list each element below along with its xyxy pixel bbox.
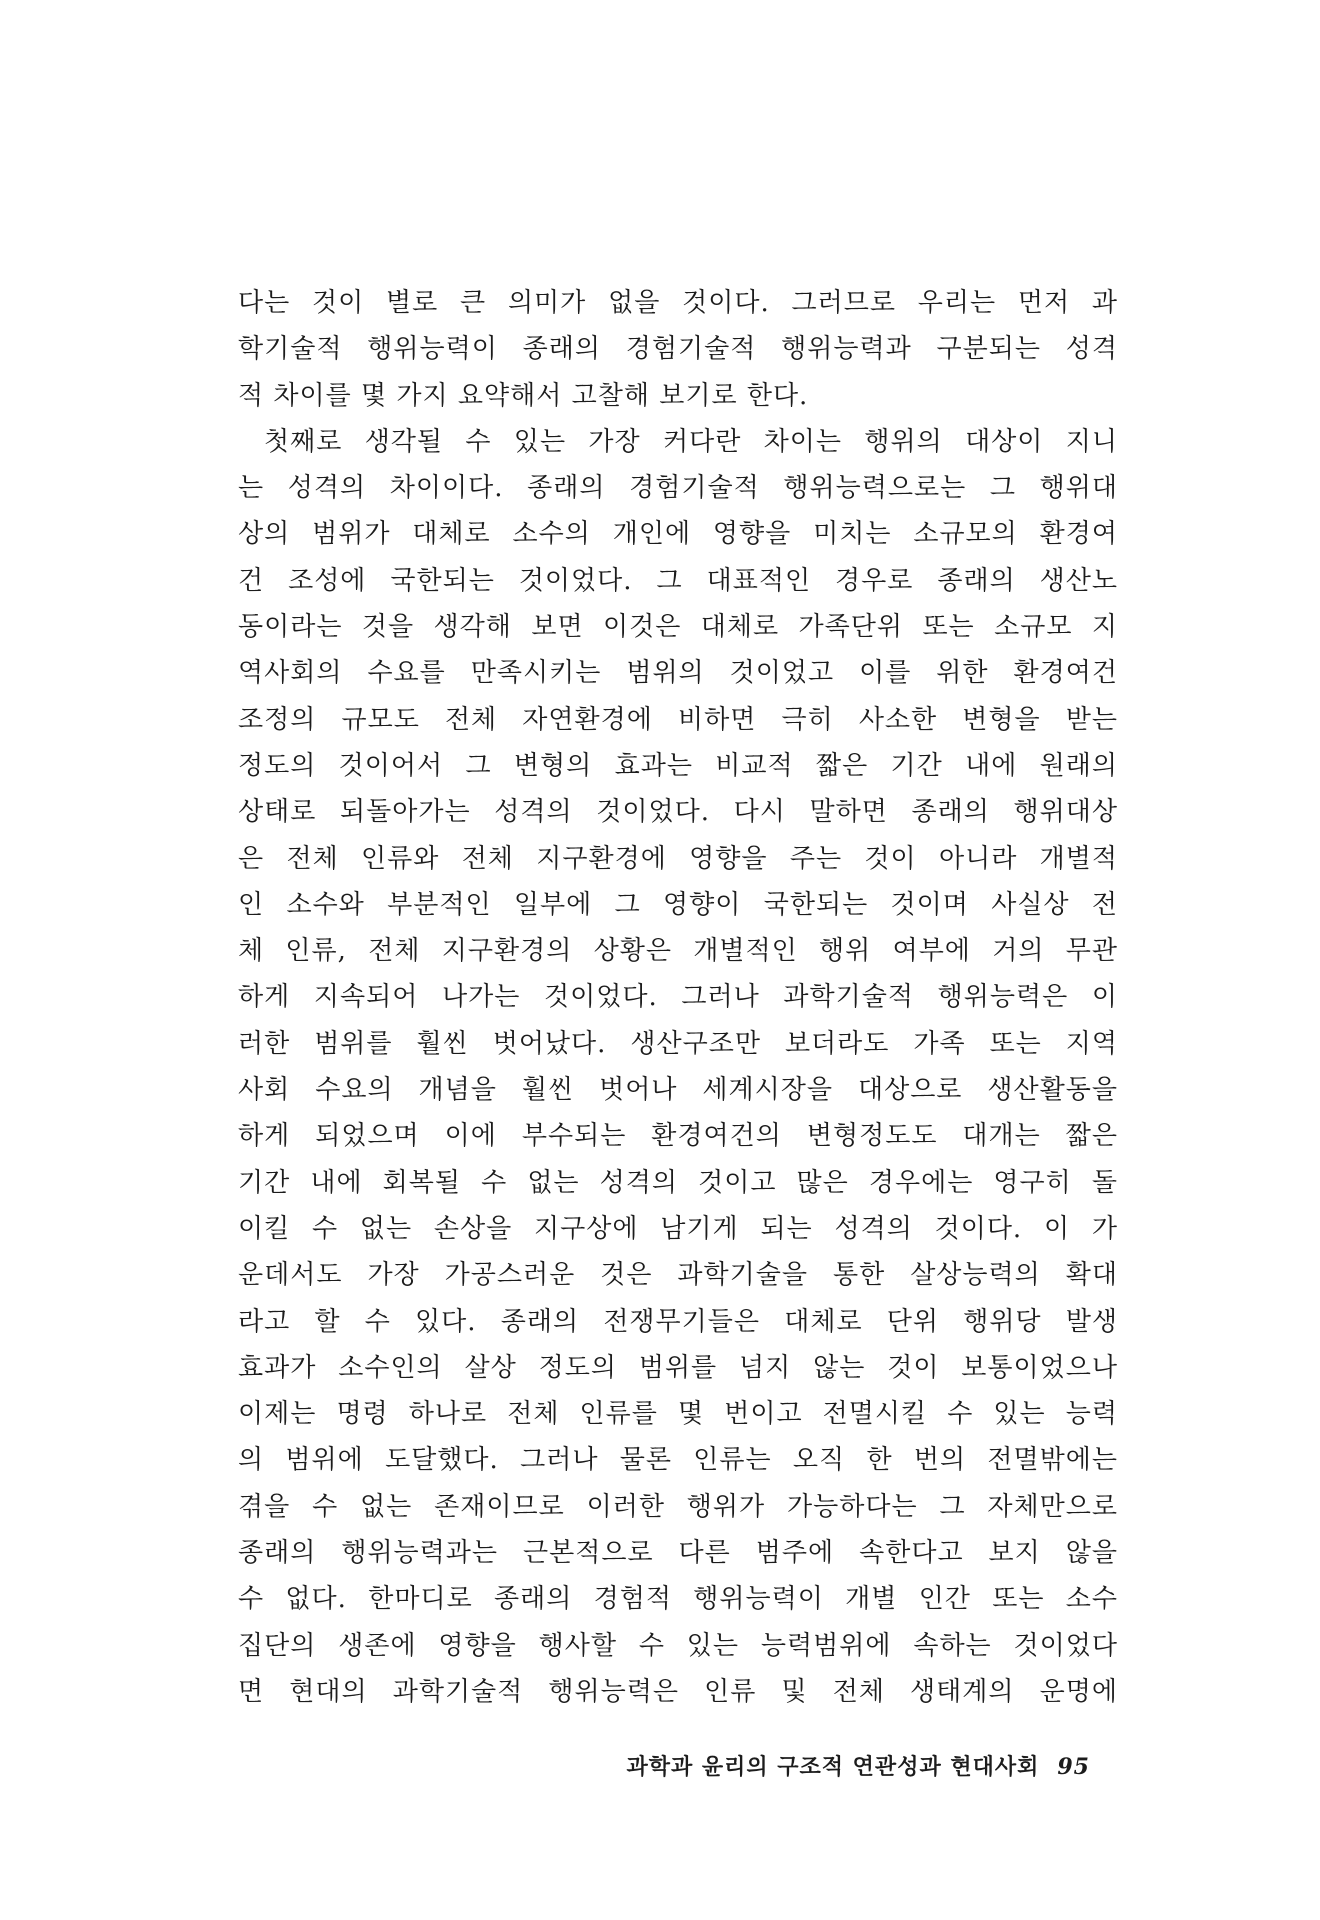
text-line: 하게 지속되어 나가는 것이었다. 그러나 과학기술적 행위능력은 이 <box>238 982 1118 1013</box>
text-line: 의 범위에 도달했다. 그러나 물론 인류는 오직 한 번의 전멸밖에는 <box>238 1445 1118 1476</box>
text-line: 러한 범위를 훨씬 벗어났다. 생산구조만 보더라도 가족 또는 지역 <box>238 1028 1118 1059</box>
text-line: 상의 범위가 대체로 소수의 개인에 영향을 미치는 소규모의 환경여 <box>238 519 1118 550</box>
text-line: 상태로 되돌아가는 성격의 것이었다. 다시 말하면 종래의 행위대상 <box>238 797 1118 828</box>
text-line: 학기술적 행위능력이 종래의 경험기술적 행위능력과 구분되는 성격 <box>238 334 1118 365</box>
text-line: 종래의 행위능력과는 근본적으로 다른 범주에 속한다고 보지 않을 <box>238 1538 1118 1569</box>
text-line: 수 없다. 한마디로 종래의 경험적 행위능력이 개별 인간 또는 소수 <box>238 1584 1118 1615</box>
text-line: 겪을 수 없는 존재이므로 이러한 행위가 가능하다는 그 자체만으로 <box>238 1491 1118 1522</box>
text-line: 하게 되었으며 이에 부수되는 환경여건의 변형정도도 대개는 짧은 <box>238 1121 1118 1152</box>
text-line: 이킬 수 없는 손상을 지구상에 남기게 되는 성격의 것이다. 이 가 <box>238 1213 1118 1244</box>
text-line: 건 조성에 국한되는 것이었다. 그 대표적인 경우로 종래의 생산노 <box>238 565 1118 596</box>
body-text <box>238 280 1118 1715</box>
running-title: 과학과 윤리의 구조적 연관성과 현대사회 <box>626 1754 1040 1780</box>
text-line: 조정의 규모도 전체 자연환경에 비하면 극히 사소한 변형을 받는 <box>238 704 1118 735</box>
paragraph-1 <box>238 280 1118 419</box>
paragraph-2 <box>238 419 1118 1715</box>
text-line: 이제는 명령 하나로 전체 인류를 몇 번이고 전멸시킬 수 있는 능력 <box>238 1399 1118 1430</box>
text-line: 동이라는 것을 생각해 보면 이것은 대체로 가족단위 또는 소규모 지 <box>238 612 1118 643</box>
text-line: 면 현대의 과학기술적 행위능력은 인류 및 전체 생태계의 운명에 <box>238 1676 1118 1707</box>
text-line: 다는 것이 별로 큰 의미가 없을 것이다. 그러므로 우리는 먼저 과 <box>238 288 1118 318</box>
text-line: 적 차이를 몇 가지 요약해서 고찰해 보기로 한다. <box>238 380 809 411</box>
text-line: 기간 내에 회복될 수 없는 성격의 것이고 많은 경우에는 영구히 돌 <box>238 1167 1118 1198</box>
text-line: 정도의 것이어서 그 변형의 효과는 비교적 짧은 기간 내에 원래의 <box>238 750 1118 781</box>
text-line: 체 인류, 전체 지구환경의 상황은 개별적인 행위 여부에 거의 무관 <box>238 936 1118 967</box>
text-line: 첫째로 생각될 수 있는 가장 커다란 차이는 행위의 대상이 지니 <box>264 426 1118 457</box>
text-line: 사회 수요의 개념을 훨씬 벗어나 세계시장을 대상으로 생산활동을 <box>238 1075 1118 1106</box>
page-number: 95 <box>1057 1754 1090 1780</box>
text-line: 인 소수와 부분적인 일부에 그 영향이 국한되는 것이며 사실상 전 <box>238 889 1118 920</box>
text-line: 역사회의 수요를 만족시키는 범위의 것이었고 이를 위한 환경여건 <box>238 658 1118 689</box>
page-footer <box>560 1750 1090 1784</box>
text-line: 는 성격의 차이이다. 종래의 경험기술적 행위능력으로는 그 행위대 <box>238 473 1118 504</box>
text-line: 집단의 생존에 영향을 행사할 수 있는 능력범위에 속하는 것이었다 <box>238 1630 1118 1661</box>
text-line: 은 전체 인류와 전체 지구환경에 영향을 주는 것이 아니라 개별적 <box>238 843 1118 874</box>
text-line: 운데서도 가장 가공스러운 것은 과학기술을 통한 살상능력의 확대 <box>238 1260 1118 1291</box>
text-line: 효과가 소수인의 살상 정도의 범위를 넘지 않는 것이 보통이었으나 <box>238 1352 1118 1383</box>
text-line: 라고 할 수 있다. 종래의 전쟁무기들은 대체로 단위 행위당 발생 <box>238 1306 1118 1337</box>
